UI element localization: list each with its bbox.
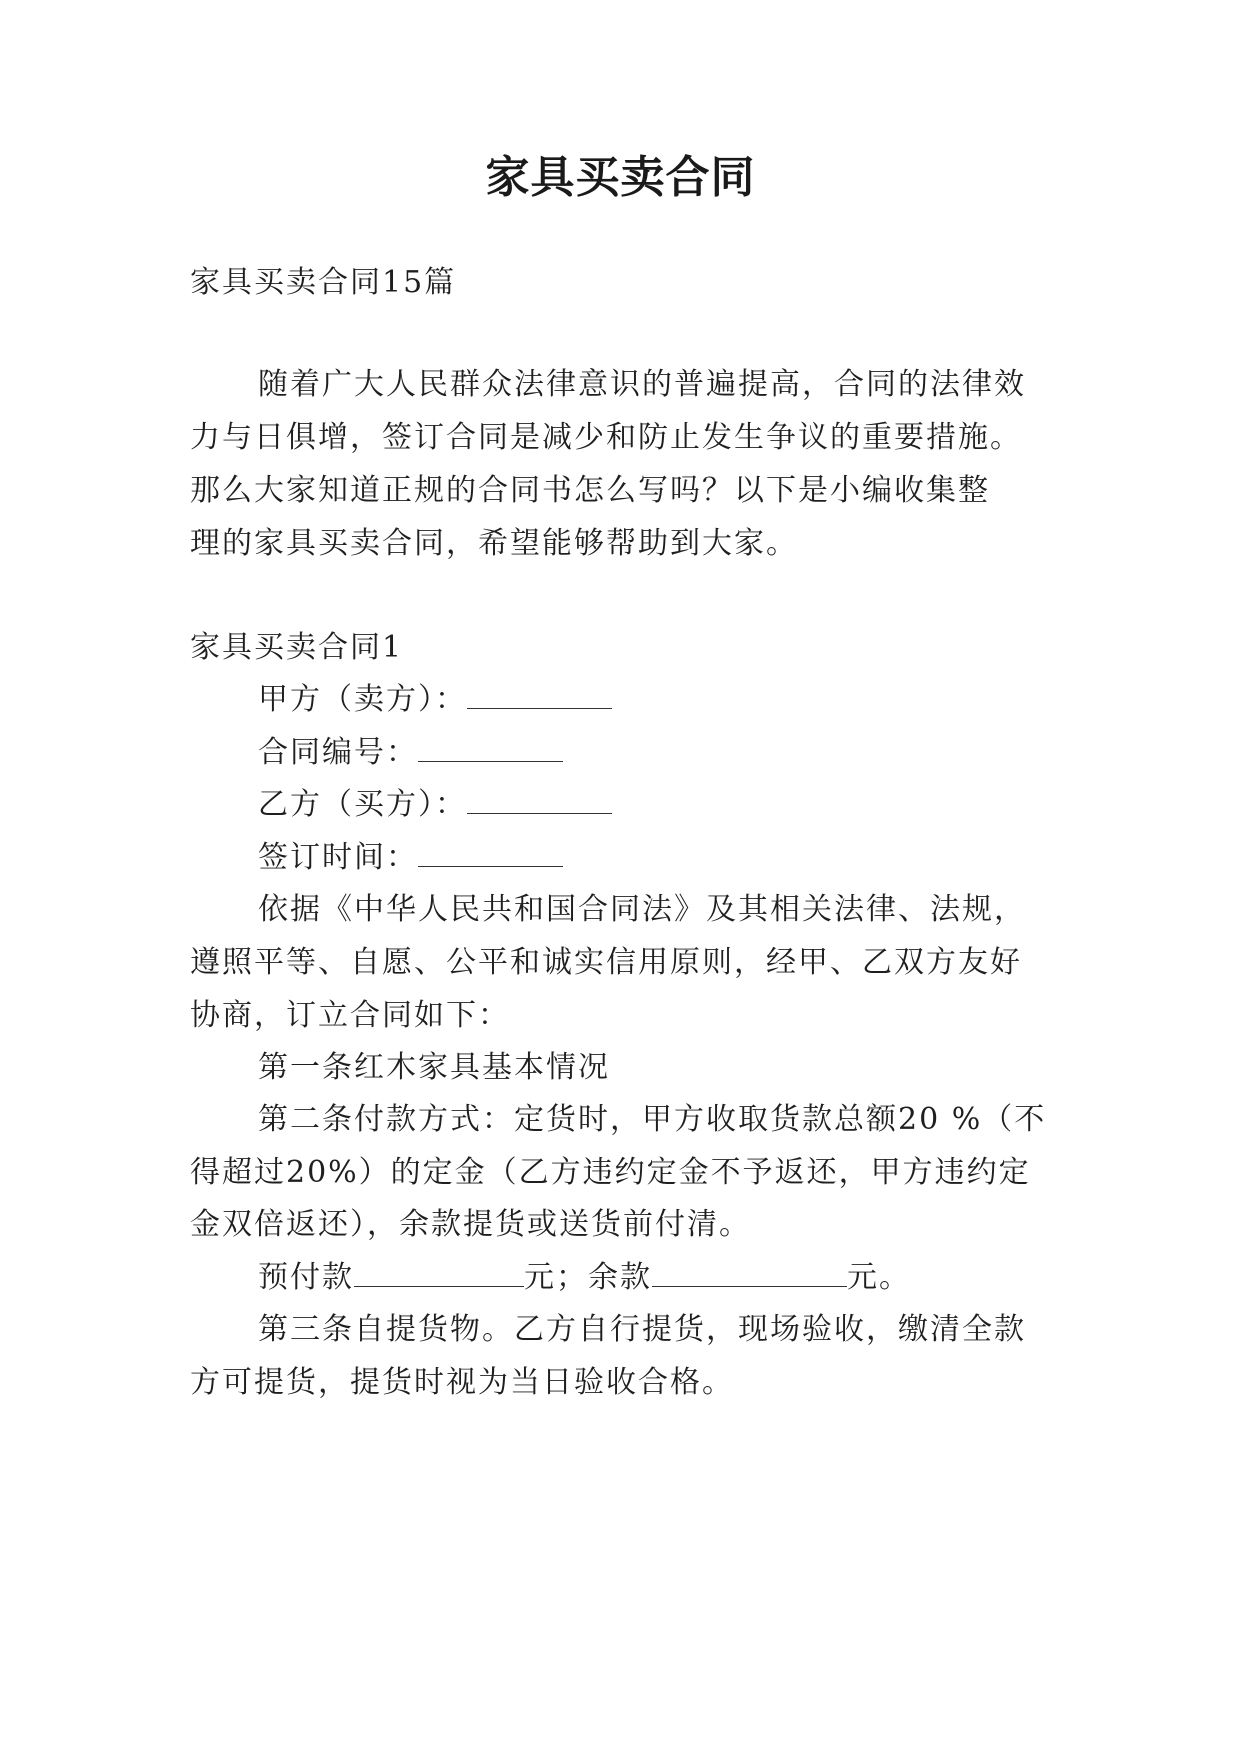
contract-no-blank bbox=[418, 733, 563, 762]
section-heading: 家具买卖合同1 bbox=[190, 630, 404, 665]
intro-line-4: 理的家具买卖合同，希望能够帮助到大家。 bbox=[190, 526, 798, 561]
contract-no-field bbox=[258, 733, 563, 773]
party-a-field bbox=[258, 680, 612, 720]
sign-time-blank bbox=[418, 838, 563, 867]
intro-line-2: 力与日俱增，签订合同是减少和防止发生争议的重要措施。 bbox=[190, 420, 1022, 455]
balance-label: 元；余款 bbox=[524, 1260, 652, 1295]
preamble-line-3: 协商，订立合同如下： bbox=[190, 998, 510, 1033]
contract-no-label: 合同编号： bbox=[258, 735, 418, 770]
preamble-line-2: 遵照平等、自愿、公平和诚实信用原则，经甲、乙双方友好 bbox=[190, 945, 1022, 980]
prepay-blank bbox=[354, 1258, 524, 1287]
sign-time-field bbox=[258, 838, 563, 878]
party-b-blank bbox=[467, 785, 612, 814]
yuan-suffix: 元。 bbox=[847, 1260, 911, 1295]
prepay-label: 预付款 bbox=[258, 1260, 354, 1295]
party-a-label: 甲方（卖方）： bbox=[258, 682, 467, 717]
payment-line bbox=[258, 1258, 911, 1298]
article-2-line-3: 金双倍返还），余款提货或送货前付清。 bbox=[190, 1207, 751, 1242]
intro-line-1: 随着广大人民群众法律意识的普遍提高，合同的法律效 bbox=[258, 367, 1026, 402]
preamble-line-1: 依据《中华人民共和国合同法》及其相关法律、法规， bbox=[258, 892, 1026, 927]
party-a-blank bbox=[467, 680, 612, 709]
balance-blank bbox=[652, 1258, 847, 1287]
sign-time-label: 签订时间： bbox=[258, 840, 418, 875]
article-3-line-2: 方可提货，提货时视为当日验收合格。 bbox=[190, 1365, 734, 1400]
article-2-line-2: 得超过20%）的定金（乙方违约定金不予返还，甲方违约定 bbox=[190, 1155, 1031, 1190]
article-1: 第一条红木家具基本情况 bbox=[258, 1050, 610, 1085]
intro-line-3: 那么大家知道正规的合同书怎么写吗？以下是小编收集整 bbox=[190, 473, 990, 508]
document-title: 家具买卖合同 bbox=[485, 152, 756, 203]
document-subtitle: 家具买卖合同15篇 bbox=[190, 265, 457, 300]
party-b-field bbox=[258, 785, 612, 825]
party-b-label: 乙方（买方）： bbox=[258, 787, 467, 822]
article-2-line-1: 第二条付款方式：定货时，甲方收取货款总额20 %（不 bbox=[258, 1102, 1047, 1137]
article-3-line-1: 第三条自提货物。乙方自行提货，现场验收，缴清全款 bbox=[258, 1312, 1026, 1347]
